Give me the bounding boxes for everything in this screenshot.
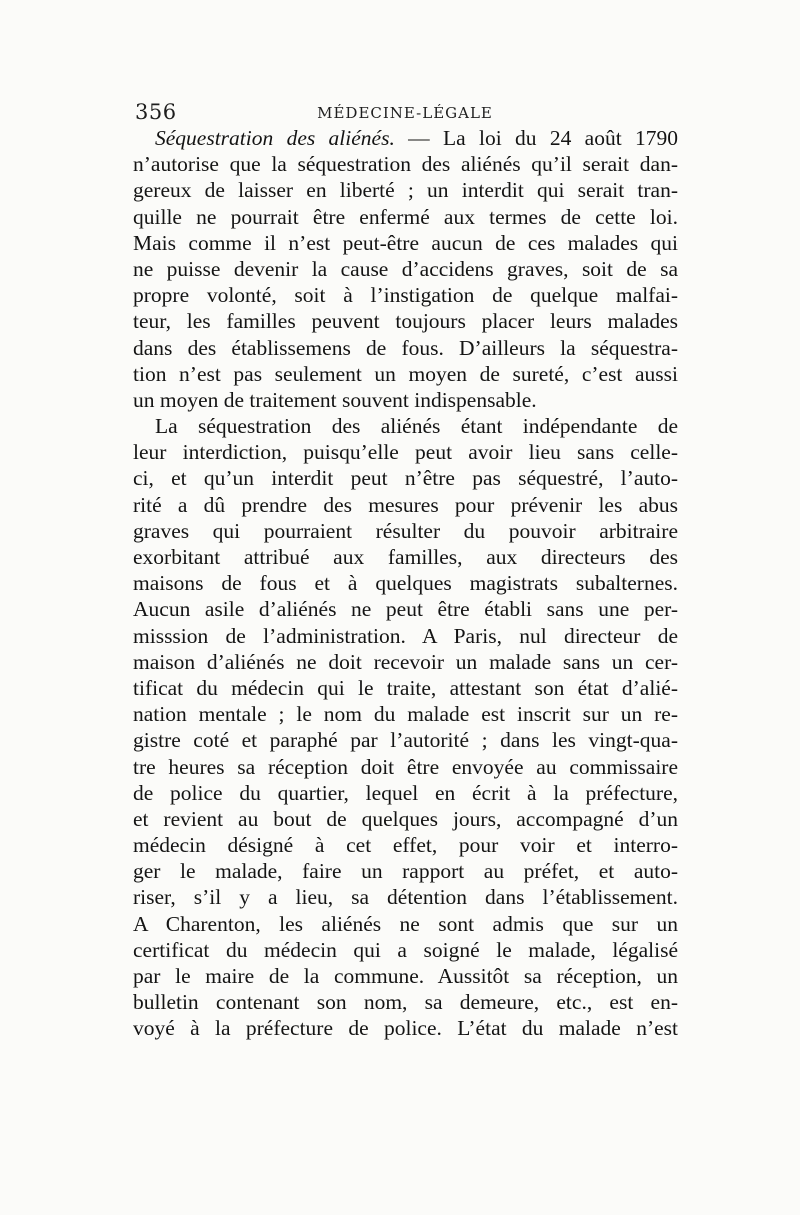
text-line: Mais comme il n’est peut-être aucun de ces malades qui xyxy=(133,230,678,255)
text-line: tificat du médecin qui le traite, attestant son état d’alié- xyxy=(133,675,678,700)
first-line-text: — La loi du 24 août 1790 xyxy=(394,126,678,150)
text-line: graves qui pourraient résulter du pouvoir arbitraire xyxy=(133,518,678,543)
text-line: ne puisse devenir la cause d’accidens graves, soit de sa xyxy=(133,256,678,281)
text-line: gistre coté et paraphé par l’autorité ; dans les vingt-qua- xyxy=(133,728,678,753)
text-line: n’autorise que la séquestration des aliénés qu’il serait dan- xyxy=(133,152,678,177)
text-line: propre volonté, soit à l’instigation de quelque malfai- xyxy=(133,283,678,308)
text-line: maisons de fous et à quelques magistrats subalternes. xyxy=(133,571,678,596)
text-line: de police du quartier, lequel en écrit à la préfecture, xyxy=(133,780,678,805)
text-line: dans des établissemens de fous. D’ailleurs la séquestra- xyxy=(133,335,678,360)
text-line: nation mentale ; le nom du malade est inscrit sur un re- xyxy=(133,702,678,727)
text-line: médecin désigné à cet effet, pour voir et interro- xyxy=(133,833,678,858)
page-header xyxy=(135,100,675,128)
text-line: bulletin contenant son nom, sa demeure, etc., est en- xyxy=(133,990,678,1015)
text-line xyxy=(133,125,678,151)
text-line: un moyen de traitement souvent indispensable. xyxy=(133,387,537,412)
text-line: tre heures sa réception doit être envoyée au commissaire xyxy=(133,754,678,779)
text-line: leur interdiction, puisqu’elle peut avoir lieu sans celle- xyxy=(133,440,678,465)
text-line: A Charenton, les aliénés ne sont admis que sur un xyxy=(133,911,678,936)
text-line: certificat du médecin qui a soigné le malade, légalisé xyxy=(133,937,678,962)
text-line: rité a dû prendre des mesures pour prévenir les abus xyxy=(133,492,678,517)
text-line: La séquestration des aliénés étant indépendante de xyxy=(155,414,678,439)
text-line: riser, s’il y a lieu, sa détention dans l’établissement. xyxy=(133,885,678,910)
section-title: Séquestration des aliénés. xyxy=(155,126,395,150)
text-line: Aucun asile d’aliénés ne peut être établi sans une per- xyxy=(133,597,678,622)
text-line: ci, et qu’un interdit peut n’être pas séquestré, l’auto- xyxy=(133,466,678,491)
text-line: teur, les familles peuvent toujours placer leurs malades xyxy=(133,309,678,334)
page-number: 356 xyxy=(135,100,177,124)
text-line: voyé à la préfecture de police. L’état du malade n’est xyxy=(133,1016,678,1041)
text-line: maison d’aliénés ne doit recevoir un malade sans un cer- xyxy=(133,649,678,674)
text-line: quille ne pourrait être enfermé aux termes de cette loi. xyxy=(133,204,678,229)
text-line: tion n’est pas seulement un moyen de sureté, c’est aussi xyxy=(133,361,678,386)
text-line: et revient au bout de quelques jours, accompagné d’un xyxy=(133,806,678,831)
text-line: misssion de l’administration. A Paris, nul directeur de xyxy=(133,623,678,648)
text-line: par le maire de la commune. Aussitôt sa réception, un xyxy=(133,964,678,988)
running-head: MÉDECINE-LÉGALE xyxy=(317,104,493,122)
body-text xyxy=(133,125,678,1042)
text-line: exorbitant attribué aux familles, aux directeurs des xyxy=(133,545,678,569)
text-line: gereux de laisser en liberté ; un interdit qui serait tran- xyxy=(133,178,678,203)
text-line: ger le malade, faire un rapport au préfet, et auto- xyxy=(133,859,678,884)
